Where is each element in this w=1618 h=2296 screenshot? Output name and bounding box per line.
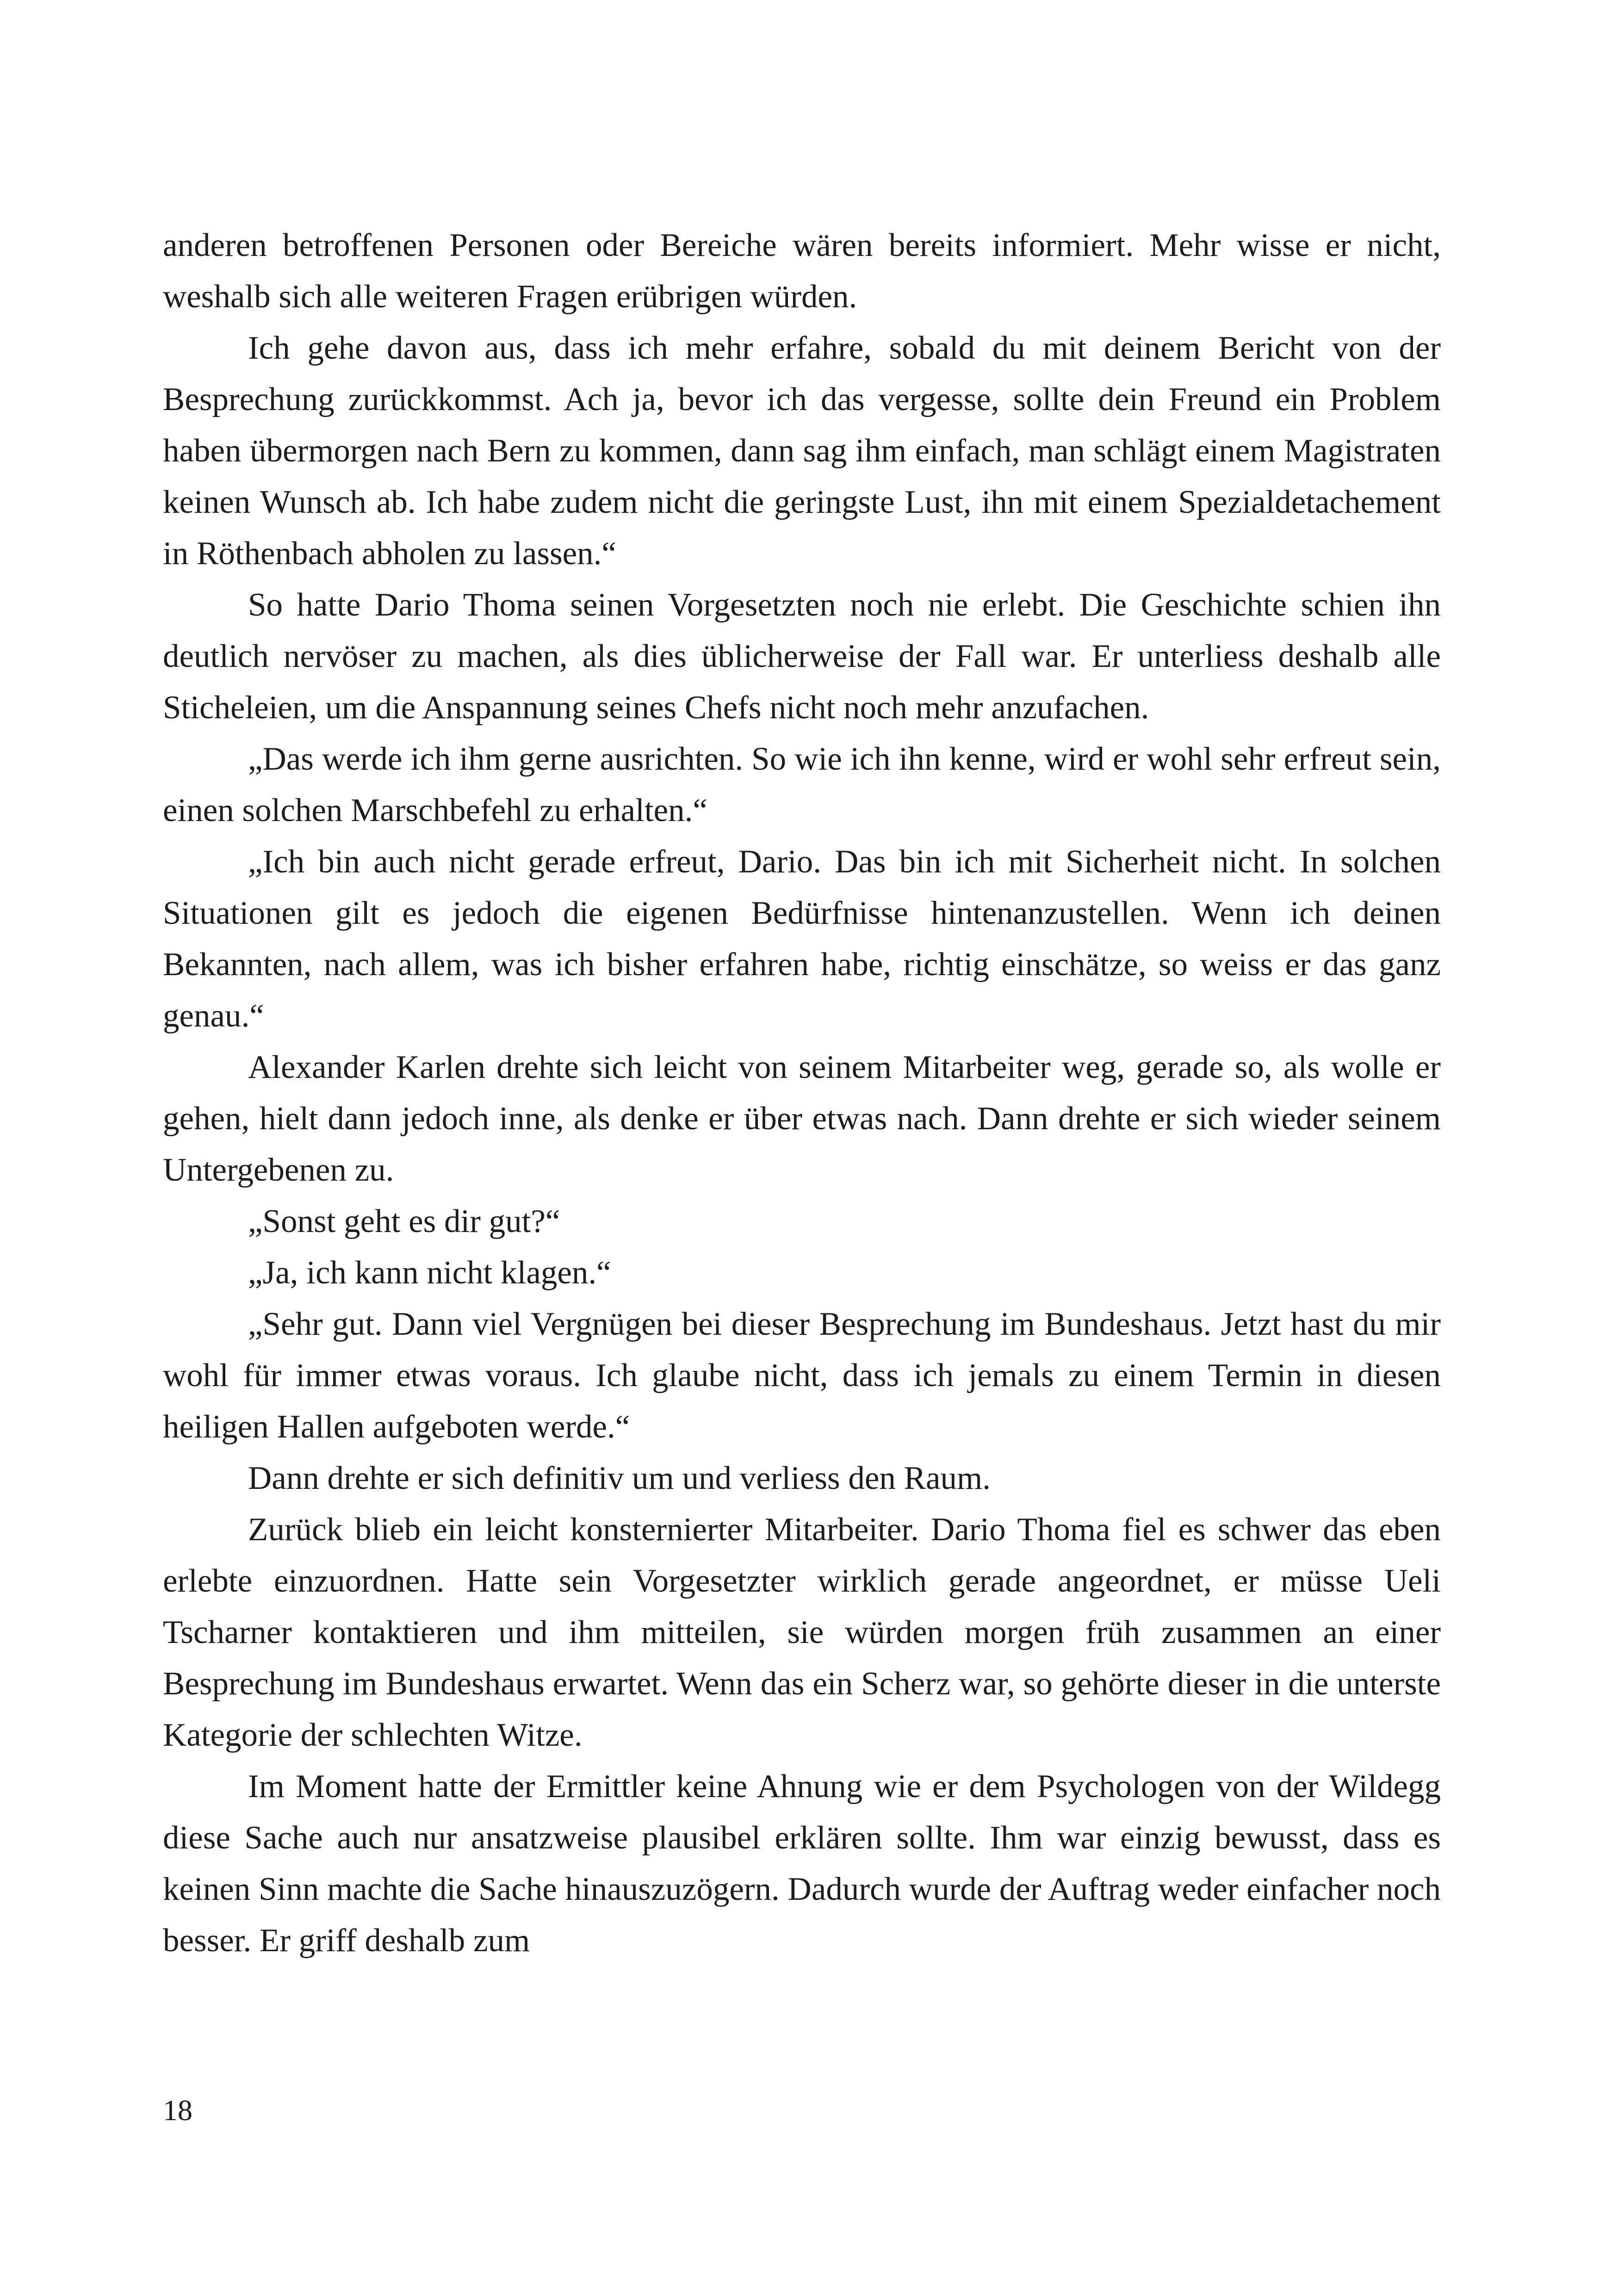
paragraph: Zurück blieb ein leicht konsternierter Mitarbeiter. Dario Thoma fiel es schwer das eben erlebte einzuordnen. Hatte sein Vorgesetzter wirklich gerade angeordnet, er müsse Ueli Tscharner kontaktieren und ihm mitteilen, sie würden morgen früh zusammen an einer Besprechung im Bundeshaus erwartet. Wenn das ein Scherz war, so gehörte dieser in die unterste Kategorie der schlechten Witze. bbox=[163, 1512, 1441, 1753]
paragraph: Alexander Karlen drehte sich leicht von seinem Mitarbeiter weg, gerade so, als wolle er gehen, hielt dann jedoch inne, als denke er über etwas nach. Dann drehte er sich wieder seinem Untergebenen zu. bbox=[163, 1049, 1441, 1188]
paragraph: anderen betroffenen Personen oder Bereiche wären bereits informiert. Mehr wisse er nicht, weshalb sich alle weiteren Fragen erübrigen würden. bbox=[163, 227, 1441, 315]
body-text bbox=[163, 220, 1441, 1966]
paragraph: Im Moment hatte der Ermittler keine Ahnung wie er dem Psychologen von der Wildegg diese Sache auch nur ansatzweise plausibel erklären sollte. Ihm war einzig bewusst, dass es keinen Sinn machte die Sache hinauszuzögern. Dadurch wurde der Auftrag weder einfacher noch besser. Er griff deshalb zum bbox=[163, 1768, 1441, 1959]
paragraph: „Ja, ich kann nicht klagen.“ bbox=[248, 1255, 611, 1291]
paragraph: Dann drehte er sich definitiv um und verliess den Raum. bbox=[248, 1460, 991, 1496]
page-number: 18 bbox=[163, 2094, 192, 2127]
paragraph: „Das werde ich ihm gerne ausrichten. So wie ich ihn kenne, wird er wohl sehr erfreut sein, einen solchen Marschbefehl zu erhalten.“ bbox=[163, 741, 1441, 828]
paragraph: Ich gehe davon aus, dass ich mehr erfahre, sobald du mit deinem Bericht von der Besprechung zurückkommst. Ach ja, bevor ich das vergesse, sollte dein Freund ein Problem haben übermorgen nach Bern zu kommen, dann sag ihm einfach, man schlägt einem Magistraten keinen Wunsch ab. Ich habe zudem nicht die geringste Lust, ihn mit einem Spezialdetachement in Röthenbach abholen zu lassen.“ bbox=[163, 330, 1441, 572]
paragraph: „Sonst geht es dir gut?“ bbox=[248, 1203, 560, 1239]
paragraph: „Sehr gut. Dann viel Vergnügen bei dieser Besprechung im Bundeshaus. Jetzt hast du mir wohl für immer etwas voraus. Ich glaube nicht, dass ich jemals zu einem Termin in diesen heiligen Hallen aufgeboten werde.“ bbox=[163, 1306, 1441, 1445]
paragraph: „Ich bin auch nicht gerade erfreut, Dario. Das bin ich mit Sicherheit nicht. In solchen Situationen gilt es jedoch die eigenen Bedürfnisse hintenanzustellen. Wenn ich deinen Bekannten, nach allem, was ich bisher erfahren habe, richtig einschätze, so weiss er das ganz genau.“ bbox=[163, 844, 1441, 1034]
paragraph: So hatte Dario Thoma seinen Vorgesetzten noch nie erlebt. Die Geschichte schien ihn deutlich nervöser zu machen, als dies üblicherweise der Fall war. Er unterliess deshalb alle Sticheleien, um die Anspannung seines Chefs nicht noch mehr anzufachen. bbox=[163, 587, 1441, 726]
